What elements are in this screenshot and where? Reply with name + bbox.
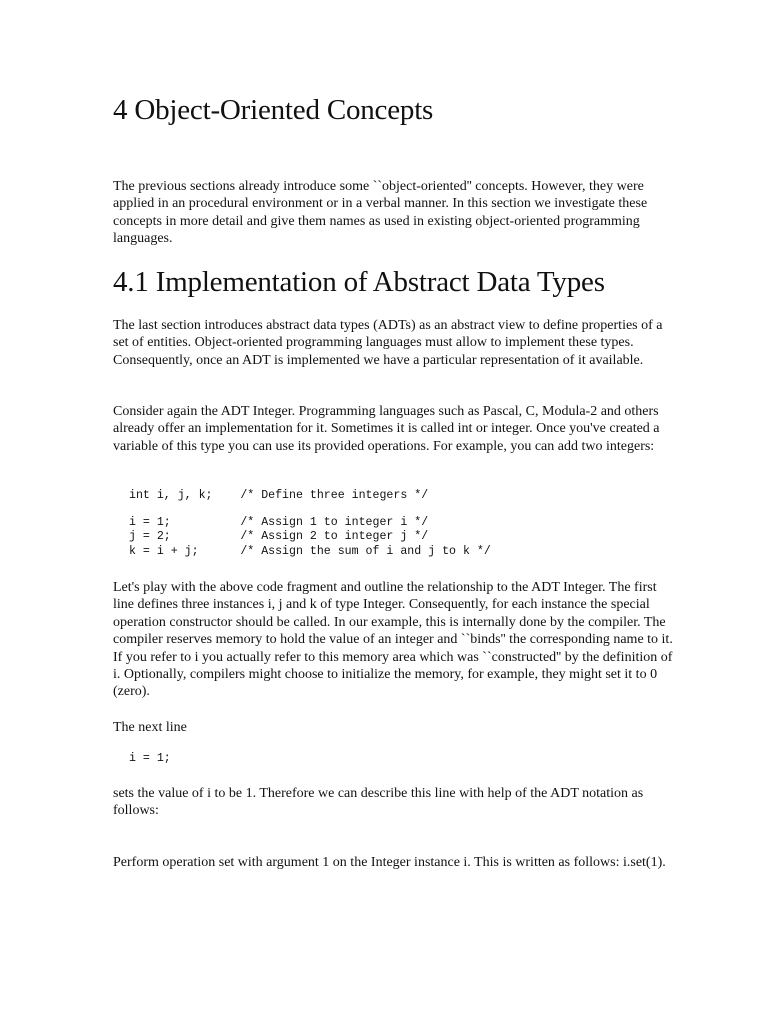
paragraph-next-line: The next line xyxy=(113,720,187,735)
code-line: i = 1; xyxy=(129,752,171,765)
paragraph-set-value: sets the value of i to be 1. Therefore we can describe this line with help of the ADT notation as follows: xyxy=(113,786,644,819)
paragraph-perform-operation: Perform operation set with argument 1 on the Integer instance i. This is written as follows: i.set(1). xyxy=(113,855,666,870)
code-block-assign xyxy=(129,752,689,766)
paragraph-adt-integer: Consider again the ADT Integer. Programming languages such as Pascal, C, Modula-2 and others already offer an implementation for it. Sometimes it is called int or integer. Once you've created a variable of this type you can use its provided operations. For example, you can add two integers: xyxy=(113,404,660,454)
code-line: i = 1; /* Assign 1 to integer i */ xyxy=(129,516,429,530)
code-line: k = i + j; /* Assign the sum of i and j to k */ xyxy=(129,544,491,558)
subsection-heading: 4.1 Implementation of Abstract Data Types xyxy=(113,266,605,298)
intro-paragraph: The previous sections already introduce some ``object-oriented'' concepts. However, they were applied in an procedural environment or in a verbal manner. In this section we investigate these concepts in more detail and give them names as used in existing object-oriented programming languages. xyxy=(113,179,648,247)
paragraph-adt-intro: The last section introduces abstract data types (ADTs) as an abstract view to define properties of a set of entities. Object-oriented programming languages must allow to implement these types. Consequently, once an ADT is implemented we have a particular representation of it available. xyxy=(113,318,663,368)
code-line: j = 2; /* Assign 2 to integer j */ xyxy=(129,530,429,544)
code-line: int i, j, k; /* Define three integers */ xyxy=(129,489,429,502)
section-heading: 4 Object-Oriented Concepts xyxy=(113,94,434,126)
code-block-integers xyxy=(129,489,689,559)
paragraph-code-explanation: Let's play with the above code fragment and outline the relationship to the ADT Integer. The first line defines three instances i, j and k of type Integer. Consequently, for each instance the special operation constructor should be called. In our example, this is internally done by the compiler. The compiler reserves memory to hold the value of an integer and ``binds'' the corresponding name to it. If you refer to i you actually refer to this memory area which was ``constructed'' by the definition of i. Optionally, compilers might choose to initialize the memory, for example, they might set it to 0 (zero). xyxy=(113,580,673,700)
